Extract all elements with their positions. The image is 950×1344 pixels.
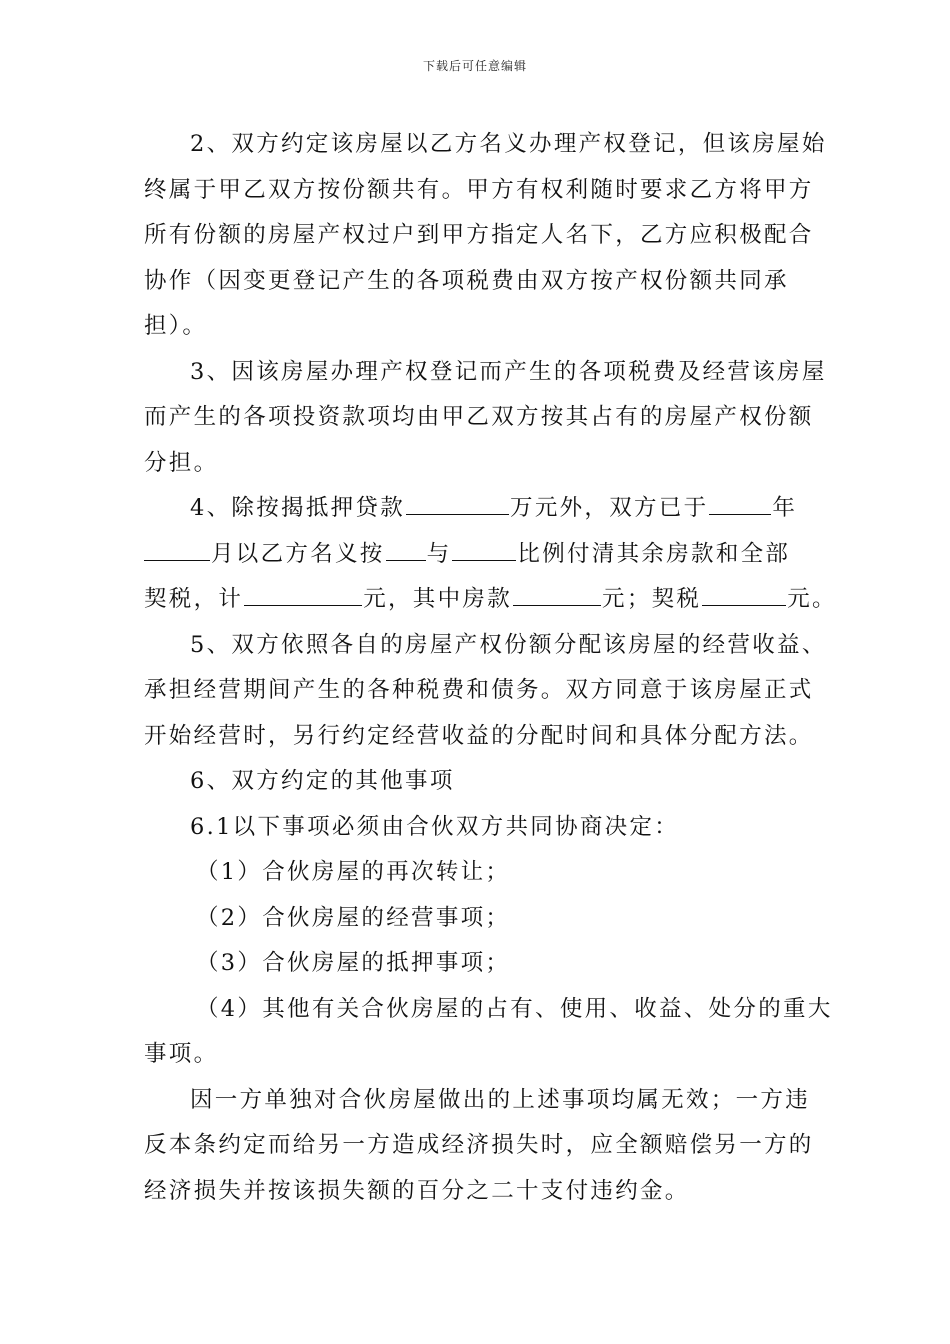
clause-2-line-5: 担）。 xyxy=(144,313,208,339)
clause-4-text: 月以乙方名义按 xyxy=(211,540,385,567)
year-blank[interactable] xyxy=(709,492,771,515)
penalty-line-3: 经济损失并按该损失额的百分之二十支付违约金。 xyxy=(144,1177,690,1204)
clause-6-1-heading: 6.1以下事项必须由合伙双方共同协商决定： xyxy=(190,813,680,840)
clause-6-title: 6、双方约定的其他事项 xyxy=(190,768,455,794)
list-item: （1）合伙房屋的再次转让； xyxy=(196,859,511,885)
list-item: （2）合伙房屋的经营事项； xyxy=(196,904,511,931)
clause-5 xyxy=(144,623,827,760)
penalty-line-1: 因一方单独对合伙房屋做出的上述事项均属无效；一方违 xyxy=(190,1086,811,1113)
list-item: （4）其他有关合伙房屋的占有、使用、收益、处分的重大 xyxy=(196,995,833,1022)
clause-4 xyxy=(144,486,837,623)
penalty-paragraph xyxy=(144,1078,814,1215)
clause-4-text: 元。 xyxy=(787,586,837,612)
clause-2-line-1: 2、双方约定该房屋以乙方名义办理产权登记，但该房屋始 xyxy=(190,131,827,157)
clause-4-text: 元，其中房款 xyxy=(363,586,513,612)
clause-3-line-2: 而产生的各项投资款项均由甲乙双方按其占有的房屋产权份额 xyxy=(144,404,814,430)
loan-amount-blank[interactable] xyxy=(406,492,509,515)
clause-3-line-1: 3、因该房屋办理产权登记而产生的各项税费及经营该房屋 xyxy=(190,358,827,385)
clause-5-line-3: 开始经营时，另行约定经营收益的分配时间和具体分配方法。 xyxy=(144,722,814,749)
month-blank[interactable] xyxy=(144,538,210,561)
clause-2-line-3: 所有份额的房屋产权过户到甲方指定人名下，乙方应积极配合 xyxy=(144,222,814,248)
clause-2-line-2: 终属于甲乙双方按份额共有。甲方有权利随时要求乙方将甲方 xyxy=(144,176,814,203)
ratio-a-blank[interactable] xyxy=(386,538,426,561)
page-header-note: 下载后可任意编辑 xyxy=(422,59,527,73)
clause-4-text: 与 xyxy=(426,540,452,567)
clause-3 xyxy=(144,350,827,487)
document-body xyxy=(144,122,837,1214)
deed-tax-blank[interactable] xyxy=(702,583,786,606)
clause-6 xyxy=(144,759,833,1078)
total-amount-blank[interactable] xyxy=(244,583,362,606)
clause-3-line-3: 分担。 xyxy=(144,449,219,476)
ratio-b-blank[interactable] xyxy=(452,538,516,561)
clause-4-line-3 xyxy=(144,577,837,623)
clause-2-line-4: 协作（因变更登记产生的各项税费由双方按产权份额共同承 xyxy=(144,267,789,294)
clause-4-text: 契税，计 xyxy=(144,586,244,612)
clause-4-line-2 xyxy=(144,532,809,578)
house-payment-blank[interactable] xyxy=(513,583,601,606)
clause-4-line-1 xyxy=(144,486,809,532)
clause-4-text: 元；契税 xyxy=(602,586,702,612)
list-item-continuation: 事项。 xyxy=(144,1041,219,1067)
clause-5-line-1: 5、双方依照各自的房屋产权份额分配该房屋的经营收益、 xyxy=(190,631,827,658)
list-item: （3）合伙房屋的抵押事项； xyxy=(196,950,511,976)
clause-2 xyxy=(144,122,827,350)
clause-4-text: 4、除按揭抵押贷款 xyxy=(190,495,406,521)
clause-4-text: 年 xyxy=(772,495,798,521)
clause-5-line-2: 承担经营期间产生的各种税费和债务。双方同意于该房屋正式 xyxy=(144,677,814,703)
penalty-line-2: 反本条约定而给另一方造成经济损失时，应全额赔偿另一方的 xyxy=(144,1132,814,1158)
clause-4-text: 万元外，双方已于 xyxy=(510,495,709,521)
clause-4-text: 比例付清其余房款和全部 xyxy=(517,540,791,567)
